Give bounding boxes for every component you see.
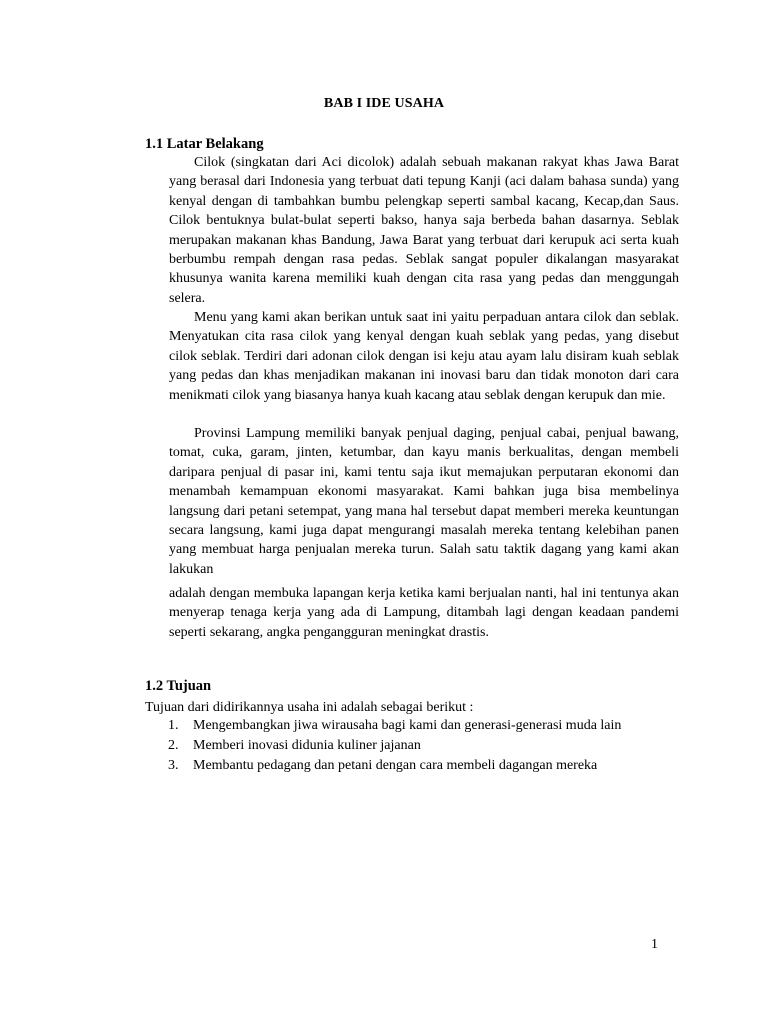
tujuan-list [168, 716, 621, 776]
page-title: BAB I IDE USAHA [323, 96, 445, 111]
paragraph-4 [169, 584, 679, 642]
list-item [168, 756, 621, 776]
paragraph-text: Cilok (singkatan dari Aci dicolok) adalah sebuah makanan rakyat khas Jawa Barat yang berasal dari Indonesia yang terbuat dati tepung Kanji (aci dalam bahasa sunda) yang kenyal dengan di tambahkan bumbu pelengkap seperti sambal kacang, Kecap,dan Saus. Cilok bentuknya bulat-bulat seperti bakso, hanya saja berbeda bahan dasarnya. Seblak merupakan makanan khas Bandung, Jawa Barat yang terbuat dari kerupuk aci serta kuah berbumbu rempah dengan rasa pedas. Seblak sangat populer dikalangan masyarakat khusunya wanita karena memiliki kuah dengan cita rasa yang pedas dan menggungah selera. [169, 155, 679, 306]
section-heading-latar-belakang: 1.1 Latar Belakang [145, 136, 264, 152]
paragraph-text: Provinsi Lampung memiliki banyak penjual daging, penjual cabai, penjual bawang, tomat, cuka, garam, jinten, ketumbar, dan kayu manis berkualitas, dengan membeli daripara penjual di pasar ini, kami tentu saja ikut memajukan perputaran ekonomi dan menambah kemampuan ekonomi masyarakat. Kami bahkan juga bisa membelinya langsung dari petani setempat, yang mana hal tersebut dapat memberi mereka keuntungan secara langsung, kami juga dapat mengurangi masalah mereka tentang kelebihan panen yang membuat harga penjualan mereka turun. Salah satu taktik dagang yang kami akan lakukan [169, 426, 679, 577]
paragraph-1 [169, 153, 679, 308]
list-item-text: Mengembangkan jiwa wirausaha bagi kami dan generasi-generasi muda lain [193, 718, 622, 733]
paragraph-3 [169, 424, 679, 579]
list-number: 2. [168, 738, 179, 753]
page-number: 1 [651, 937, 658, 952]
section-heading-tujuan: 1.2 Tujuan [145, 678, 212, 694]
paragraph-text: Menu yang kami akan berikan untuk saat ini yaitu perpaduan antara cilok dan seblak. Menyatukan cita rasa cilok yang kenyal dengan kuah seblak yang pedas, yang disebut cilok seblak. Terdiri dari adonan cilok dengan isi keju atau ayam lalu disiram kuah seblak yang pedas dan khas menjadikan makanan ini inovasi baru dan tidak monoton dari cara menikmati cilok yang biasanya hanya kuah kacang atau seblak dengan kerupuk dan mie. [169, 310, 679, 403]
list-item-text: Memberi inovasi didunia kuliner jajanan [193, 738, 421, 753]
list-number: 1. [168, 718, 179, 733]
tujuan-intro: Tujuan dari didirikannya usaha ini adalah sebagai berikut : [145, 700, 474, 715]
list-item-text: Membantu pedagang dan petani dengan cara membeli dagangan mereka [193, 758, 598, 773]
list-item [168, 716, 621, 736]
paragraph-text: adalah dengan membuka lapangan kerja ketika kami berjualan nanti, hal ini tentunya akan menyerap tenaga kerja yang ada di Lampung, ditambah lagi dengan keadaan pandemi seperti sekarang, angka pengangguran meningkat drastis. [169, 586, 679, 640]
list-item [168, 736, 621, 756]
list-number: 3. [168, 758, 179, 773]
paragraph-2 [169, 308, 679, 405]
